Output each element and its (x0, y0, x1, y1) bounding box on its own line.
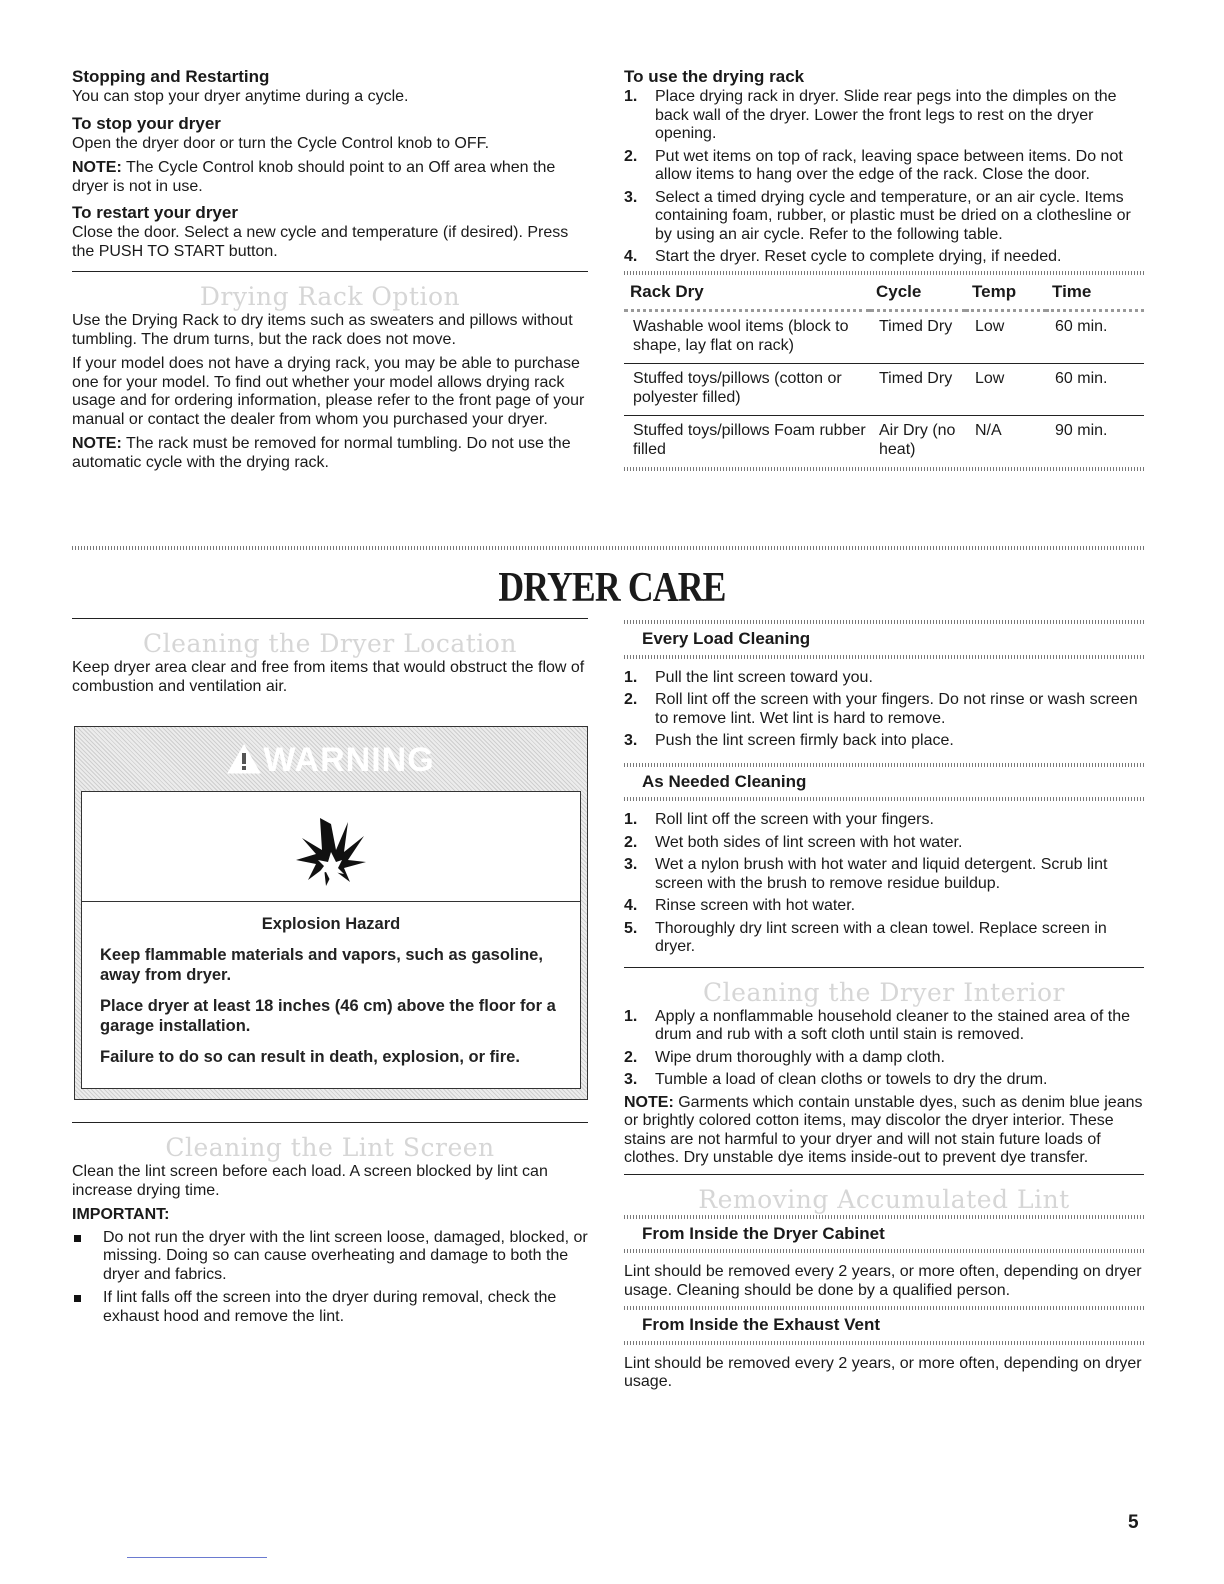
rack-option-p1: Use the Drying Rack to dry items such as sweaters and pillows without tumbling. The drum turns, but the rack does not move. (72, 312, 573, 348)
heading-rule (624, 797, 1144, 801)
note-label: NOTE: (72, 435, 122, 452)
vent-text: Lint should be removed every 2 years, or more often, depending on dryer usage. (624, 1354, 1142, 1390)
list-item (624, 811, 1144, 830)
column-header: Cycle (876, 281, 922, 301)
hazard-title: Explosion Hazard (261, 915, 401, 933)
warning-line: Place dryer at least 18 inches (46 cm) above the floor for a garage installation. (100, 997, 556, 1035)
step-number: 5. (624, 919, 638, 937)
list-item (624, 897, 1144, 916)
restart-dryer-title: To restart your dryer (72, 203, 238, 222)
bottom-right-column (624, 620, 1144, 1398)
table-cell: Air Dry (no heat) (870, 416, 966, 468)
stop-dryer-text: Open the dryer door or turn the Cycle Control knob to OFF. (72, 134, 490, 152)
restart-dryer-text: Close the door. Select a new cycle and temperature (if desired). Press the PUSH TO START button. (72, 224, 569, 260)
bullet-square-icon (74, 1295, 81, 1302)
bottom-left-column (72, 618, 588, 1331)
interior-steps (624, 1008, 1144, 1090)
step-number: 3. (624, 856, 638, 873)
list-item (72, 1229, 588, 1285)
table-cell: Stuffed toys/pillows Foam rubber filled (624, 416, 870, 468)
step-number: 3. (624, 732, 638, 749)
table-cell: Low (966, 364, 1046, 416)
rack-option-p2: If your model does not have a drying rack, you may be able to purchase one for your model. To find out whether your model allows drying rack usage and for ordering information, please refer to the front page of your manual or contact the dealer from whom you purchased your dryer. (72, 355, 585, 428)
list-item (624, 189, 1144, 245)
note-label: NOTE: (72, 159, 122, 176)
step-number: 1. (624, 811, 638, 828)
table-cell: Timed Dry (870, 311, 966, 364)
interior-title: Cleaning the Dryer Interior (703, 977, 1065, 1007)
interior-note (624, 1094, 1144, 1168)
explosion-icon (286, 802, 376, 892)
step-number: 1. (624, 668, 638, 686)
accumulated-lint-title: Removing Accumulated Lint (698, 1184, 1070, 1214)
stopping-intro: You can stop your dryer anytime during a cycle. (72, 88, 409, 105)
step-text: Start the dryer. Reset cycle to complete drying, if needed. (655, 248, 1062, 265)
table-row (624, 311, 1144, 364)
table-cell: Washable wool items (block to shape, lay flat on rack) (624, 311, 870, 364)
main-heading: DRYER CARE (498, 565, 726, 611)
every-load-steps (624, 669, 1144, 751)
list-item (624, 834, 1144, 853)
step-number: 2. (624, 833, 638, 851)
list-item (72, 1289, 588, 1326)
step-number: 1. (624, 1007, 638, 1025)
column-header: Rack Dry (630, 281, 704, 301)
top-right-column (624, 66, 1144, 471)
note-text: Garments which contain unstable dyes, such as denim blue jeans or brightly colored cotton items, may discolor the dryer interior. These stains are not harmful to your dryer and will not stain future loads of clothes. Dry unstable dye items inside-out to prevent dye transfer. (624, 1093, 1143, 1166)
list-item (624, 88, 1144, 144)
step-text: Roll lint off the screen with your fingers. Do not rinse or wash screen to remove lint. Wet lint is hard to remove. (655, 691, 1138, 727)
every-load-title: Every Load Cleaning (642, 629, 811, 648)
step-text: Put wet items on top of rack, leaving space between items. Do not allow items to hang over the edge of the rack. Close the door. (655, 147, 1123, 183)
step-text: Place drying rack in dryer. Slide rear pegs into the dimples on the back wall of the dryer. Lower the front legs to rest on the dryer opening. (655, 88, 1117, 142)
table-top-rule (624, 271, 1144, 275)
list-item (624, 669, 1144, 688)
step-number: 3. (624, 188, 638, 206)
warning-triangle-icon (227, 744, 261, 774)
list-item (624, 1071, 1144, 1090)
warning-body (81, 791, 581, 1089)
list-item (624, 691, 1144, 728)
lint-screen-title: Cleaning the Lint Screen (165, 1133, 495, 1162)
table-cell: N/A (966, 416, 1046, 468)
table-row (624, 364, 1144, 416)
rack-dry-table (624, 277, 1144, 468)
step-number: 3. (624, 1071, 638, 1088)
step-number: 2. (624, 147, 638, 165)
as-needed-title: As Needed Cleaning (642, 771, 807, 791)
top-left-column (72, 66, 588, 478)
bullet-text: If lint falls off the screen into the dryer during removal, check the exhaust hood and remove the lint. (103, 1289, 557, 1325)
important-label: IMPORTANT: (72, 1206, 170, 1223)
note-text: The Cycle Control knob should point to an Off area when the dryer is not in use. (72, 159, 556, 195)
stop-note (72, 159, 588, 196)
list-item (624, 856, 1144, 893)
lint-screen-intro: Clean the lint screen before each load. A screen blocked by lint can increase drying time. (72, 1163, 548, 1199)
list-item (624, 1008, 1144, 1045)
page-number: 5 (1128, 1512, 1139, 1533)
step-text: Select a timed drying cycle and temperature, or an air cycle. Items containing foam, rubber, or plastic must be dried on a clothesline or by using an air cycle. Refer to the following table. (655, 188, 1131, 243)
step-number: 4. (624, 248, 638, 265)
bullet-text: Do not run the dryer with the lint screen loose, damaged, blocked, or missing. Doing so can cause overheating and damage to both the dryer and fabrics. (103, 1228, 588, 1283)
step-text: Rinse screen with hot water. (655, 897, 856, 914)
note-text: The rack must be removed for normal tumbling. Do not use the automatic cycle with the drying rack. (72, 435, 571, 471)
heading-rule (624, 1341, 1144, 1345)
footer-line (127, 1557, 267, 1558)
warning-header-text: WARNING (263, 741, 435, 779)
table-cell: Stuffed toys/pillows (cotton or polyester filled) (624, 364, 870, 416)
list-item (624, 920, 1144, 957)
cabinet-title: From Inside the Dryer Cabinet (642, 1223, 885, 1243)
warning-box (74, 726, 588, 1100)
list-item (624, 148, 1144, 185)
table-cell: 60 min. (1046, 311, 1144, 364)
step-number: 4. (624, 897, 638, 914)
note-label: NOTE: (624, 1093, 674, 1111)
table-cell: 60 min. (1046, 364, 1144, 416)
heading-rule (624, 1249, 1144, 1253)
lint-screen-bullets (72, 1229, 588, 1327)
cleaning-location-text: Keep dryer area clear and free from items that would obstruct the flow of combustion and ventilation air. (72, 659, 585, 695)
step-number: 1. (624, 88, 638, 105)
drying-rack-option-title: Drying Rack Option (199, 282, 461, 311)
rack-option-note (72, 435, 588, 472)
as-needed-steps (624, 811, 1144, 957)
full-width-divider (72, 546, 1144, 550)
step-text: Pull the lint screen toward you. (655, 668, 873, 686)
warning-text-block (82, 902, 580, 1088)
use-rack-title: To use the drying rack (624, 67, 805, 86)
table-header-row (624, 277, 1144, 311)
use-rack-steps (624, 88, 1144, 267)
list-item (624, 732, 1144, 751)
step-text: Thoroughly dry lint screen with a clean towel. Replace screen in dryer. (655, 919, 1107, 955)
explosion-icon-area (82, 792, 580, 902)
heading-rule (624, 655, 1144, 659)
step-text: Push the lint screen firmly back into place. (655, 732, 954, 749)
stopping-title: Stopping and Restarting (72, 67, 270, 86)
table-row (624, 416, 1144, 468)
step-text: Wet both sides of lint screen with hot water. (655, 833, 963, 851)
bullet-square-icon (74, 1235, 81, 1242)
warning-header (81, 737, 581, 783)
step-text: Tumble a load of clean cloths or towels to dry the drum. (655, 1071, 1048, 1088)
step-text: Wipe drum thoroughly with a damp cloth. (655, 1048, 945, 1066)
warning-line: Keep flammable materials and vapors, such as gasoline, away from dryer. (100, 946, 543, 984)
list-item (624, 248, 1144, 267)
step-text: Roll lint off the screen with your fingers. (655, 811, 934, 828)
step-number: 2. (624, 691, 638, 708)
step-text: Apply a nonflammable household cleaner to the stained area of the drum and rub with a soft cloth until stain is removed. (655, 1007, 1130, 1043)
table-cell: Timed Dry (870, 364, 966, 416)
vent-title: From Inside the Exhaust Vent (642, 1315, 881, 1334)
step-text: Wet a nylon brush with hot water and liquid detergent. Scrub lint screen with the brush to remove residue buildup. (655, 856, 1108, 892)
table-cell: Low (966, 311, 1046, 364)
table-cell: 90 min. (1046, 416, 1144, 468)
list-item (624, 1049, 1144, 1068)
column-header: Time (1052, 281, 1092, 301)
table-bottom-rule (624, 467, 1144, 471)
column-header: Temp (972, 281, 1017, 301)
cleaning-location-title: Cleaning the Dryer Location (143, 629, 517, 658)
cabinet-text: Lint should be removed every 2 years, or more often, depending on dryer usage. Cleaning should be done by a qualified person. (624, 1263, 1142, 1299)
stop-dryer-title: To stop your dryer (72, 113, 221, 133)
warning-line: Failure to do so can result in death, explosion, or fire. (100, 1048, 520, 1066)
step-number: 2. (624, 1048, 638, 1066)
